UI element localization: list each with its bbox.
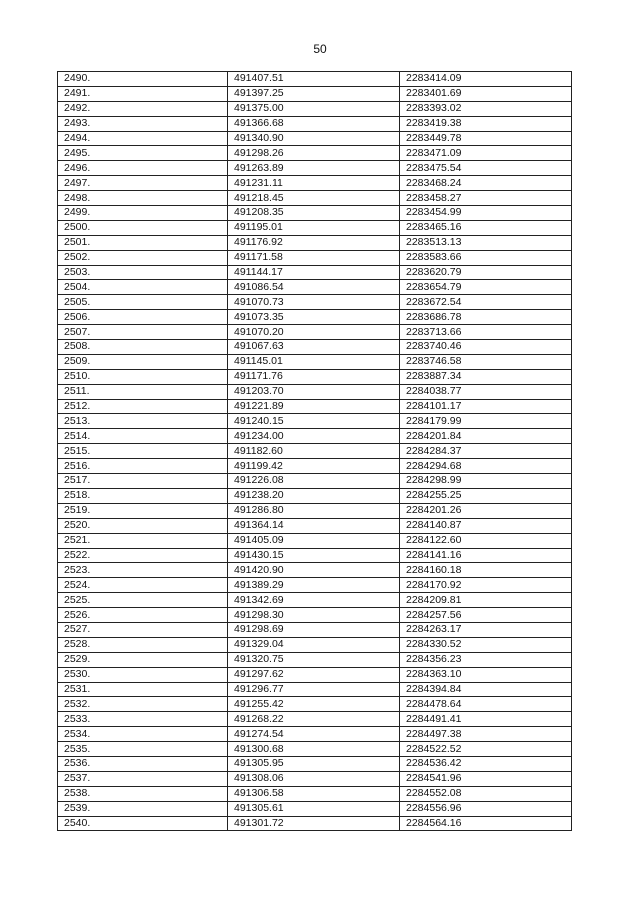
point-number-cell: 2523. [58, 563, 228, 578]
table-row [58, 399, 572, 414]
point-number-cell: 2509. [58, 354, 228, 369]
x-coordinate-cell: 491301.72 [228, 816, 400, 831]
x-coordinate-cell: 491067.63 [228, 340, 400, 355]
point-number-cell: 2501. [58, 235, 228, 250]
table-row [58, 622, 572, 637]
x-coordinate-cell: 491195.01 [228, 220, 400, 235]
x-coordinate-cell: 491274.54 [228, 727, 400, 742]
point-number-cell: 2521. [58, 533, 228, 548]
table-row [58, 801, 572, 816]
table-row [58, 474, 572, 489]
y-coordinate-cell: 2284497.38 [400, 727, 572, 742]
point-number-cell: 2539. [58, 801, 228, 816]
point-number-cell: 2510. [58, 369, 228, 384]
y-coordinate-cell: 2284356.23 [400, 652, 572, 667]
table-row [58, 697, 572, 712]
y-coordinate-cell: 2284284.37 [400, 444, 572, 459]
point-number-cell: 2500. [58, 220, 228, 235]
x-coordinate-cell: 491298.26 [228, 146, 400, 161]
x-coordinate-cell: 491305.61 [228, 801, 400, 816]
table-row [58, 771, 572, 786]
y-coordinate-cell: 2283654.79 [400, 280, 572, 295]
table-row [58, 756, 572, 771]
y-coordinate-cell: 2284478.64 [400, 697, 572, 712]
x-coordinate-cell: 491430.15 [228, 548, 400, 563]
y-coordinate-cell: 2284363.10 [400, 667, 572, 682]
x-coordinate-cell: 491070.20 [228, 325, 400, 340]
x-coordinate-cell: 491234.00 [228, 429, 400, 444]
y-coordinate-cell: 2284536.42 [400, 756, 572, 771]
y-coordinate-cell: 2284101.17 [400, 399, 572, 414]
point-number-cell: 2530. [58, 667, 228, 682]
x-coordinate-cell: 491268.22 [228, 712, 400, 727]
y-coordinate-cell: 2284263.17 [400, 622, 572, 637]
point-number-cell: 2495. [58, 146, 228, 161]
point-number-cell: 2515. [58, 444, 228, 459]
point-number-cell: 2499. [58, 206, 228, 221]
x-coordinate-cell: 491296.77 [228, 682, 400, 697]
point-number-cell: 2512. [58, 399, 228, 414]
y-coordinate-cell: 2284257.56 [400, 608, 572, 623]
y-coordinate-cell: 2283465.16 [400, 220, 572, 235]
point-number-cell: 2517. [58, 474, 228, 489]
point-number-cell: 2513. [58, 414, 228, 429]
table-row [58, 384, 572, 399]
x-coordinate-cell: 491329.04 [228, 637, 400, 652]
y-coordinate-cell: 2283468.24 [400, 176, 572, 191]
point-number-cell: 2493. [58, 116, 228, 131]
y-coordinate-cell: 2283513.13 [400, 235, 572, 250]
point-number-cell: 2507. [58, 325, 228, 340]
y-coordinate-cell: 2283686.78 [400, 310, 572, 325]
table-row [58, 250, 572, 265]
y-coordinate-cell: 2283713.66 [400, 325, 572, 340]
y-coordinate-cell: 2284298.99 [400, 474, 572, 489]
x-coordinate-cell: 491407.51 [228, 72, 400, 87]
coordinates-table [57, 71, 572, 831]
x-coordinate-cell: 491375.00 [228, 101, 400, 116]
x-coordinate-cell: 491086.54 [228, 280, 400, 295]
table-row [58, 116, 572, 131]
x-coordinate-cell: 491073.35 [228, 310, 400, 325]
point-number-cell: 2494. [58, 131, 228, 146]
point-number-cell: 2540. [58, 816, 228, 831]
y-coordinate-cell: 2284160.18 [400, 563, 572, 578]
point-number-cell: 2522. [58, 548, 228, 563]
point-number-cell: 2533. [58, 712, 228, 727]
x-coordinate-cell: 491366.68 [228, 116, 400, 131]
table-row [58, 727, 572, 742]
point-number-cell: 2532. [58, 697, 228, 712]
point-number-cell: 2520. [58, 518, 228, 533]
point-number-cell: 2497. [58, 176, 228, 191]
y-coordinate-cell: 2283620.79 [400, 265, 572, 280]
x-coordinate-cell: 491182.60 [228, 444, 400, 459]
y-coordinate-cell: 2283449.78 [400, 131, 572, 146]
point-number-cell: 2536. [58, 756, 228, 771]
y-coordinate-cell: 2283458.27 [400, 191, 572, 206]
y-coordinate-cell: 2283746.58 [400, 354, 572, 369]
x-coordinate-cell: 491263.89 [228, 161, 400, 176]
x-coordinate-cell: 491145.01 [228, 354, 400, 369]
y-coordinate-cell: 2284141.16 [400, 548, 572, 563]
x-coordinate-cell: 491342.69 [228, 593, 400, 608]
table-row [58, 444, 572, 459]
x-coordinate-cell: 491305.95 [228, 756, 400, 771]
table-row [58, 816, 572, 831]
point-number-cell: 2516. [58, 459, 228, 474]
point-number-cell: 2504. [58, 280, 228, 295]
x-coordinate-cell: 491364.14 [228, 518, 400, 533]
y-coordinate-cell: 2283414.09 [400, 72, 572, 87]
point-number-cell: 2534. [58, 727, 228, 742]
point-number-cell: 2492. [58, 101, 228, 116]
point-number-cell: 2508. [58, 340, 228, 355]
x-coordinate-cell: 491199.42 [228, 459, 400, 474]
x-coordinate-cell: 491306.58 [228, 786, 400, 801]
x-coordinate-cell: 491308.06 [228, 771, 400, 786]
x-coordinate-cell: 491171.58 [228, 250, 400, 265]
point-number-cell: 2527. [58, 622, 228, 637]
y-coordinate-cell: 2284491.41 [400, 712, 572, 727]
y-coordinate-cell: 2284170.92 [400, 578, 572, 593]
x-coordinate-cell: 491389.29 [228, 578, 400, 593]
y-coordinate-cell: 2283887.34 [400, 369, 572, 384]
table-row [58, 518, 572, 533]
table-row [58, 131, 572, 146]
table-row [58, 593, 572, 608]
point-number-cell: 2529. [58, 652, 228, 667]
x-coordinate-cell: 491144.17 [228, 265, 400, 280]
table-row [58, 786, 572, 801]
y-coordinate-cell: 2284255.25 [400, 488, 572, 503]
point-number-cell: 2503. [58, 265, 228, 280]
x-coordinate-cell: 491240.15 [228, 414, 400, 429]
y-coordinate-cell: 2284209.81 [400, 593, 572, 608]
x-coordinate-cell: 491405.09 [228, 533, 400, 548]
x-coordinate-cell: 491298.69 [228, 622, 400, 637]
table-row [58, 608, 572, 623]
table-row [58, 429, 572, 444]
point-number-cell: 2528. [58, 637, 228, 652]
y-coordinate-cell: 2284179.99 [400, 414, 572, 429]
x-coordinate-cell: 491300.68 [228, 742, 400, 757]
table-row [58, 220, 572, 235]
y-coordinate-cell: 2283419.38 [400, 116, 572, 131]
x-coordinate-cell: 491340.90 [228, 131, 400, 146]
x-coordinate-cell: 491298.30 [228, 608, 400, 623]
table-row [58, 265, 572, 280]
table-row [58, 503, 572, 518]
table-row [58, 295, 572, 310]
x-coordinate-cell: 491208.35 [228, 206, 400, 221]
page-number: 50 [313, 42, 327, 56]
x-coordinate-cell: 491218.45 [228, 191, 400, 206]
table-row [58, 206, 572, 221]
table-row [58, 459, 572, 474]
table-row [58, 235, 572, 250]
table-row [58, 280, 572, 295]
table-row [58, 146, 572, 161]
x-coordinate-cell: 491297.62 [228, 667, 400, 682]
y-coordinate-cell: 2284201.26 [400, 503, 572, 518]
x-coordinate-cell: 491255.42 [228, 697, 400, 712]
y-coordinate-cell: 2283740.46 [400, 340, 572, 355]
point-number-cell: 2506. [58, 310, 228, 325]
table-row [58, 742, 572, 757]
x-coordinate-cell: 491231.11 [228, 176, 400, 191]
y-coordinate-cell: 2284330.52 [400, 637, 572, 652]
y-coordinate-cell: 2284552.08 [400, 786, 572, 801]
table-row [58, 86, 572, 101]
y-coordinate-cell: 2284201.84 [400, 429, 572, 444]
table-row [58, 161, 572, 176]
x-coordinate-cell: 491070.73 [228, 295, 400, 310]
table-row [58, 682, 572, 697]
point-number-cell: 2524. [58, 578, 228, 593]
table-row [58, 578, 572, 593]
table-row [58, 667, 572, 682]
y-coordinate-cell: 2284140.87 [400, 518, 572, 533]
table-row [58, 325, 572, 340]
y-coordinate-cell: 2283393.02 [400, 101, 572, 116]
y-coordinate-cell: 2283672.54 [400, 295, 572, 310]
y-coordinate-cell: 2284122.60 [400, 533, 572, 548]
table-row [58, 354, 572, 369]
table-row [58, 563, 572, 578]
point-number-cell: 2535. [58, 742, 228, 757]
point-number-cell: 2490. [58, 72, 228, 87]
point-number-cell: 2531. [58, 682, 228, 697]
point-number-cell: 2496. [58, 161, 228, 176]
point-number-cell: 2505. [58, 295, 228, 310]
x-coordinate-cell: 491320.75 [228, 652, 400, 667]
table-row [58, 652, 572, 667]
y-coordinate-cell: 2284556.96 [400, 801, 572, 816]
point-number-cell: 2519. [58, 503, 228, 518]
point-number-cell: 2502. [58, 250, 228, 265]
y-coordinate-cell: 2283583.66 [400, 250, 572, 265]
table-row [58, 72, 572, 87]
y-coordinate-cell: 2284564.16 [400, 816, 572, 831]
y-coordinate-cell: 2284541.96 [400, 771, 572, 786]
point-number-cell: 2525. [58, 593, 228, 608]
x-coordinate-cell: 491176.92 [228, 235, 400, 250]
y-coordinate-cell: 2283475.54 [400, 161, 572, 176]
point-number-cell: 2537. [58, 771, 228, 786]
point-number-cell: 2511. [58, 384, 228, 399]
y-coordinate-cell: 2283401.69 [400, 86, 572, 101]
table-row [58, 712, 572, 727]
table-row [58, 191, 572, 206]
y-coordinate-cell: 2284294.68 [400, 459, 572, 474]
y-coordinate-cell: 2284522.52 [400, 742, 572, 757]
point-number-cell: 2538. [58, 786, 228, 801]
table-row [58, 488, 572, 503]
table-row [58, 340, 572, 355]
table-row [58, 548, 572, 563]
x-coordinate-cell: 491397.25 [228, 86, 400, 101]
point-number-cell: 2526. [58, 608, 228, 623]
table-row [58, 369, 572, 384]
x-coordinate-cell: 491238.20 [228, 488, 400, 503]
point-number-cell: 2514. [58, 429, 228, 444]
x-coordinate-cell: 491203.70 [228, 384, 400, 399]
y-coordinate-cell: 2284394.84 [400, 682, 572, 697]
x-coordinate-cell: 491226.08 [228, 474, 400, 489]
point-number-cell: 2518. [58, 488, 228, 503]
table-row [58, 637, 572, 652]
y-coordinate-cell: 2283454.99 [400, 206, 572, 221]
coordinates-table-body [58, 72, 572, 831]
y-coordinate-cell: 2284038.77 [400, 384, 572, 399]
point-number-cell: 2498. [58, 191, 228, 206]
table-row [58, 414, 572, 429]
table-row [58, 310, 572, 325]
x-coordinate-cell: 491286.80 [228, 503, 400, 518]
table-row [58, 101, 572, 116]
x-coordinate-cell: 491171.76 [228, 369, 400, 384]
table-row [58, 176, 572, 191]
point-number-cell: 2491. [58, 86, 228, 101]
y-coordinate-cell: 2283471.09 [400, 146, 572, 161]
x-coordinate-cell: 491420.90 [228, 563, 400, 578]
table-row [58, 533, 572, 548]
x-coordinate-cell: 491221.89 [228, 399, 400, 414]
